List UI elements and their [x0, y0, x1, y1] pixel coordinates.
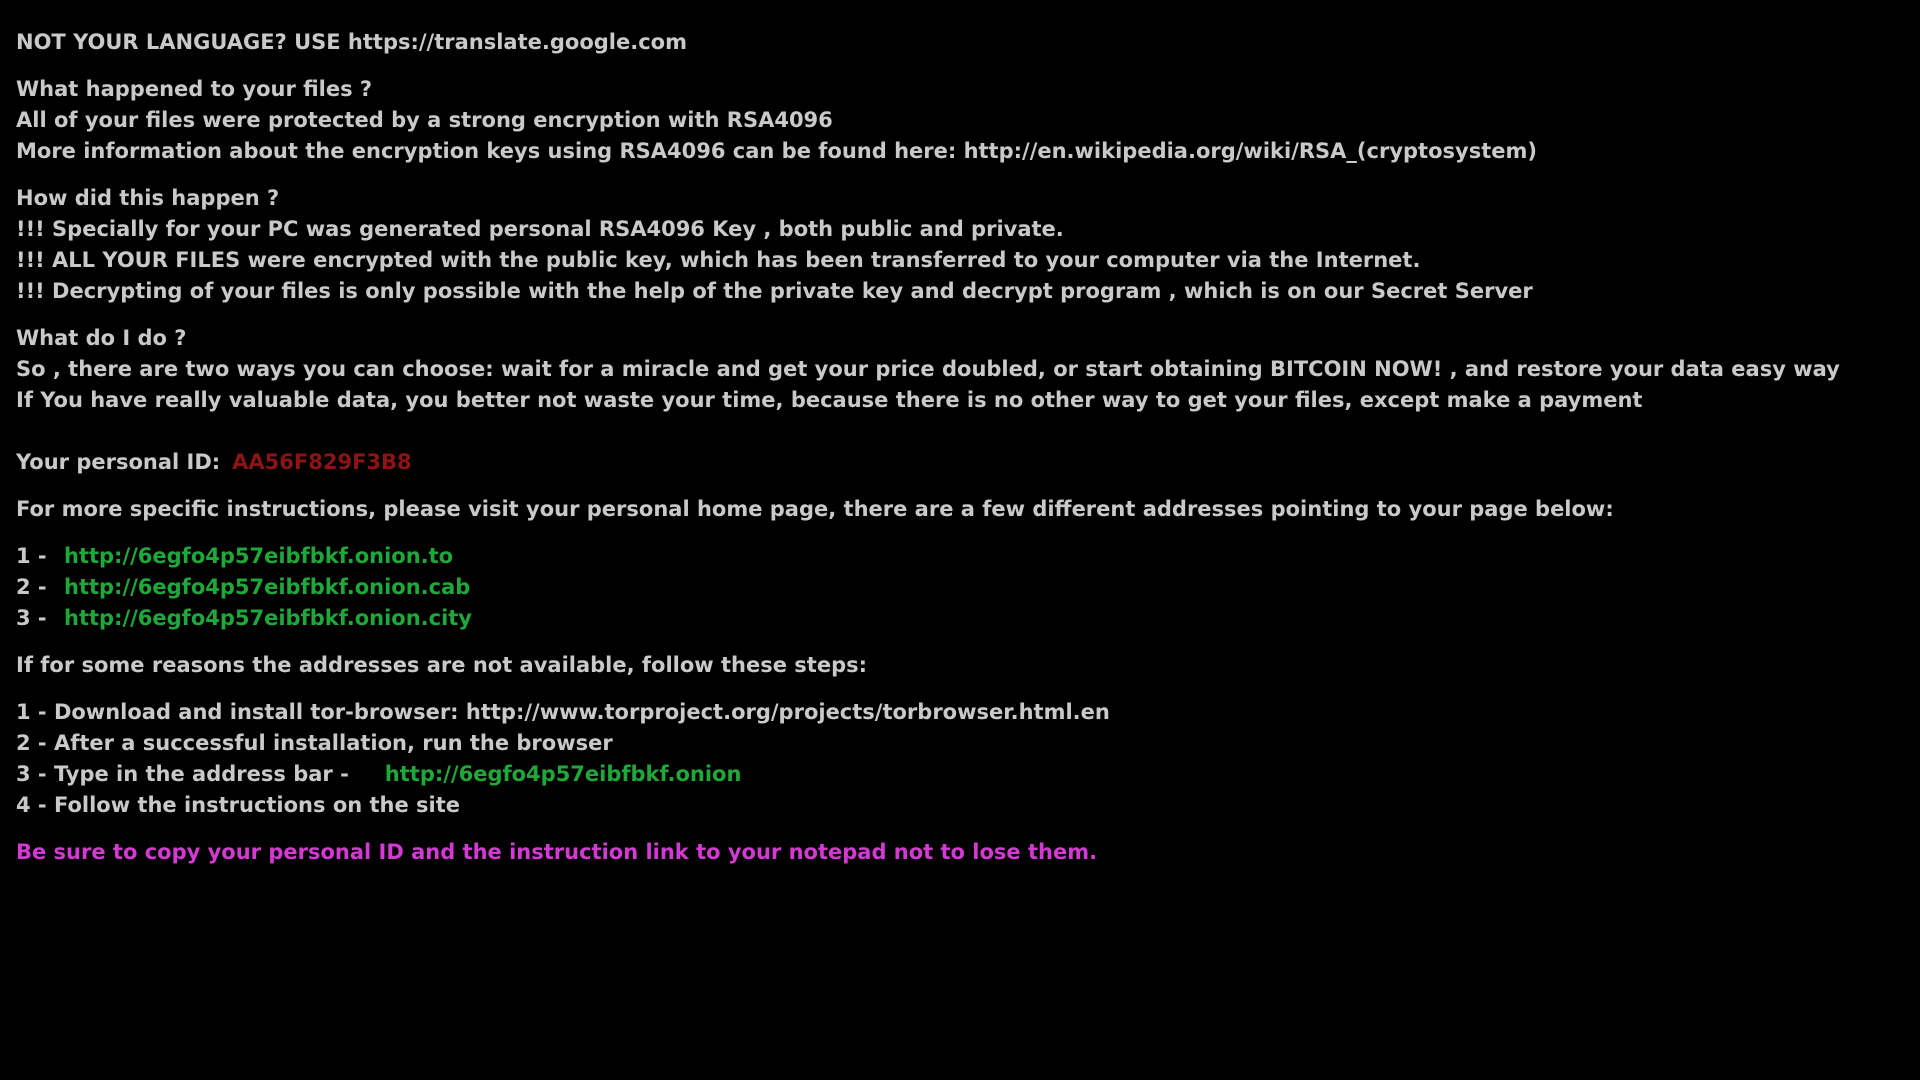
- language-notice: NOT YOUR LANGUAGE? USE https://translate.google.com: [16, 30, 687, 54]
- what-do-line-2: If You have really valuable data, you better not waste your time, because there is no other way to get your files, except make a payment: [16, 388, 1643, 412]
- step-2: 2 - After a successful installation, run the browser: [16, 731, 613, 755]
- how-happened-line-1: !!! Specially for your PC was generated personal RSA4096 Key , both public and private.: [16, 217, 1064, 241]
- personal-id-label: Your personal ID:: [16, 450, 221, 474]
- onion-link-item: [16, 541, 1896, 572]
- onion-link-list: [16, 541, 1896, 634]
- step-1: 1 - Download and install tor-browser: http://www.torproject.org/projects/torbrowser.html.en: [16, 700, 1110, 724]
- personal-id-value: AA56F829F3B8: [232, 450, 412, 474]
- onion-link[interactable]: http://6egfo4p57eibfbkf.onion.to: [64, 544, 454, 568]
- what-do-heading: What do I do ?: [16, 326, 187, 350]
- onion-link-number: 2 -: [16, 575, 47, 599]
- instructions-intro: For more specific instructions, please visit your personal home page, there are a few different addresses pointing to your page below:: [16, 497, 1614, 521]
- step-4: 4 - Follow the instructions on the site: [16, 793, 461, 817]
- onion-link-number: 1 -: [16, 544, 47, 568]
- personal-id-row: [16, 447, 1896, 478]
- step-3-label: 3 - Type in the address bar -: [16, 762, 349, 786]
- what-happened-line-2: More information about the encryption keys using RSA4096 can be found here: http://en.wikipedia.org/wiki/RSA_(cryptosystem): [16, 139, 1537, 163]
- how-happened-line-3: !!! Decrypting of your files is only possible with the help of the private key and decrypt program , which is on our Secret Server: [16, 279, 1533, 303]
- onion-link[interactable]: http://6egfo4p57eibfbkf.onion.cab: [64, 575, 471, 599]
- how-happened-line-2: !!! ALL YOUR FILES were encrypted with the public key, which has been transferred to your computer via the Internet.: [16, 248, 1421, 272]
- what-do-line-1: So , there are two ways you can choose: wait for a miracle and get your price doubled, or start obtaining BITCOIN NOW! , and restore your data easy way: [16, 357, 1840, 381]
- onion-link-item: [16, 603, 1896, 634]
- onion-link[interactable]: http://6egfo4p57eibfbkf.onion.city: [64, 606, 472, 630]
- copy-id-warning: Be sure to copy your personal ID and the instruction link to your notepad not to lose them.: [16, 840, 1098, 864]
- onion-link-number: 3 -: [16, 606, 47, 630]
- ransom-note: [16, 27, 1896, 868]
- step-3: [16, 759, 1896, 790]
- what-happened-heading: What happened to your files ?: [16, 77, 373, 101]
- what-happened-line-1: All of your files were protected by a strong encryption with RSA4096: [16, 108, 833, 132]
- steps-intro: If for some reasons the addresses are not available, follow these steps:: [16, 653, 868, 677]
- how-happened-heading: How did this happen ?: [16, 186, 280, 210]
- onion-link-item: [16, 572, 1896, 603]
- tor-onion-link[interactable]: http://6egfo4p57eibfbkf.onion: [384, 762, 742, 786]
